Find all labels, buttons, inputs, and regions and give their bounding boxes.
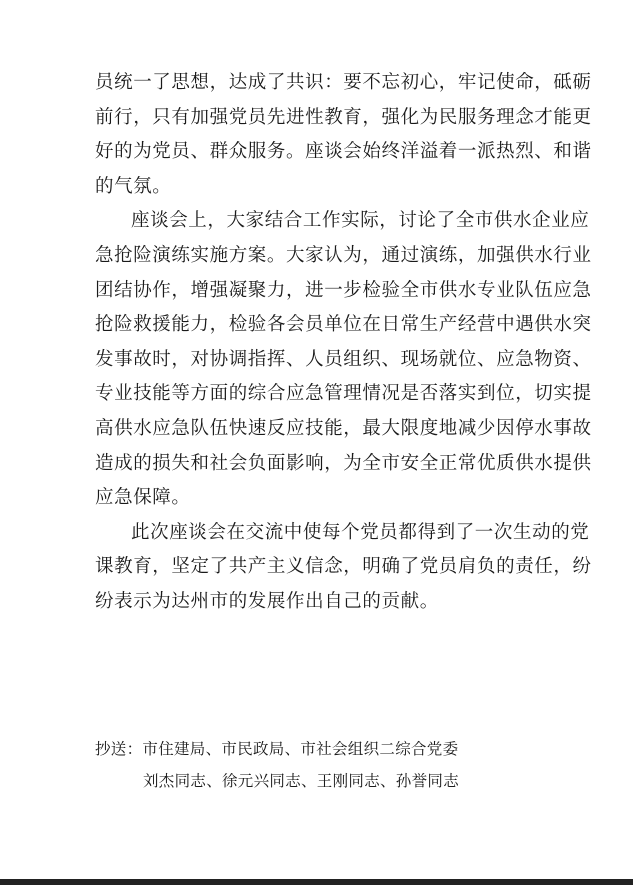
paragraph-2-line: 高供水应急队伍快速反应技能，最大限度地减少因停水事故 bbox=[95, 417, 592, 439]
bottom-border bbox=[0, 879, 633, 885]
paragraph-2-line: 团结协作，增强凝聚力，进一步检验全市供水专业队伍应急 bbox=[95, 279, 592, 301]
paragraph-2-line: 抢险救援能力，检验各会员单位在日常生产经营中遇供水突 bbox=[95, 314, 592, 336]
cc-recipients-orgs: 市住建局、市民政局、市社会组织二综合党委 bbox=[142, 740, 459, 758]
paragraph-2-line: 应急保障。 bbox=[95, 487, 191, 509]
paragraph-2-line: 发事故时，对协调指挥、人员组织、现场就位、应急物资、 bbox=[95, 348, 592, 370]
paragraph-2-line: 座谈会上，大家结合工作实际，讨论了全市供水企业应 bbox=[131, 210, 590, 232]
paragraph-2-line: 专业技能等方面的综合应急管理情况是否落实到位，切实提 bbox=[95, 383, 592, 405]
paragraph-2-line: 急抢险演练实施方案。大家认为，通过演练，加强供水行业 bbox=[95, 244, 592, 266]
paragraph-1-line: 好的为党员、群众服务。座谈会始终洋溢着一派热烈、和谐 bbox=[95, 141, 592, 163]
paragraph-1-line: 员统一了思想，达成了共识：要不忘初心，牢记使命，砥砺 bbox=[95, 72, 592, 93]
paragraph-1-line: 前行，只有加强党员先进性教育，强化为民服务理念才能更 bbox=[95, 106, 592, 128]
paragraph-3-line: 此次座谈会在交流中使每个党员都得到了一次生动的党 bbox=[131, 521, 590, 543]
paragraph-3-line: 课教育，坚定了共产主义信念，明确了党员肩负的责任，纷 bbox=[95, 556, 592, 578]
cc-row-1 bbox=[95, 733, 459, 765]
cc-label: 抄送： bbox=[95, 740, 143, 758]
paragraph-2-line: 造成的损失和社会负面影响，为全市安全正常优质供水提供 bbox=[95, 452, 592, 474]
paragraph-1-line: 的气氛。 bbox=[95, 175, 172, 197]
cc-recipients-people: 刘杰同志、徐元兴同志、王刚同志、孙誉同志 bbox=[143, 772, 460, 790]
document-body bbox=[95, 66, 592, 620]
cc-block bbox=[95, 733, 459, 797]
paragraph-3-line: 纷表示为达州市的发展作出自己的贡献。 bbox=[95, 590, 439, 612]
